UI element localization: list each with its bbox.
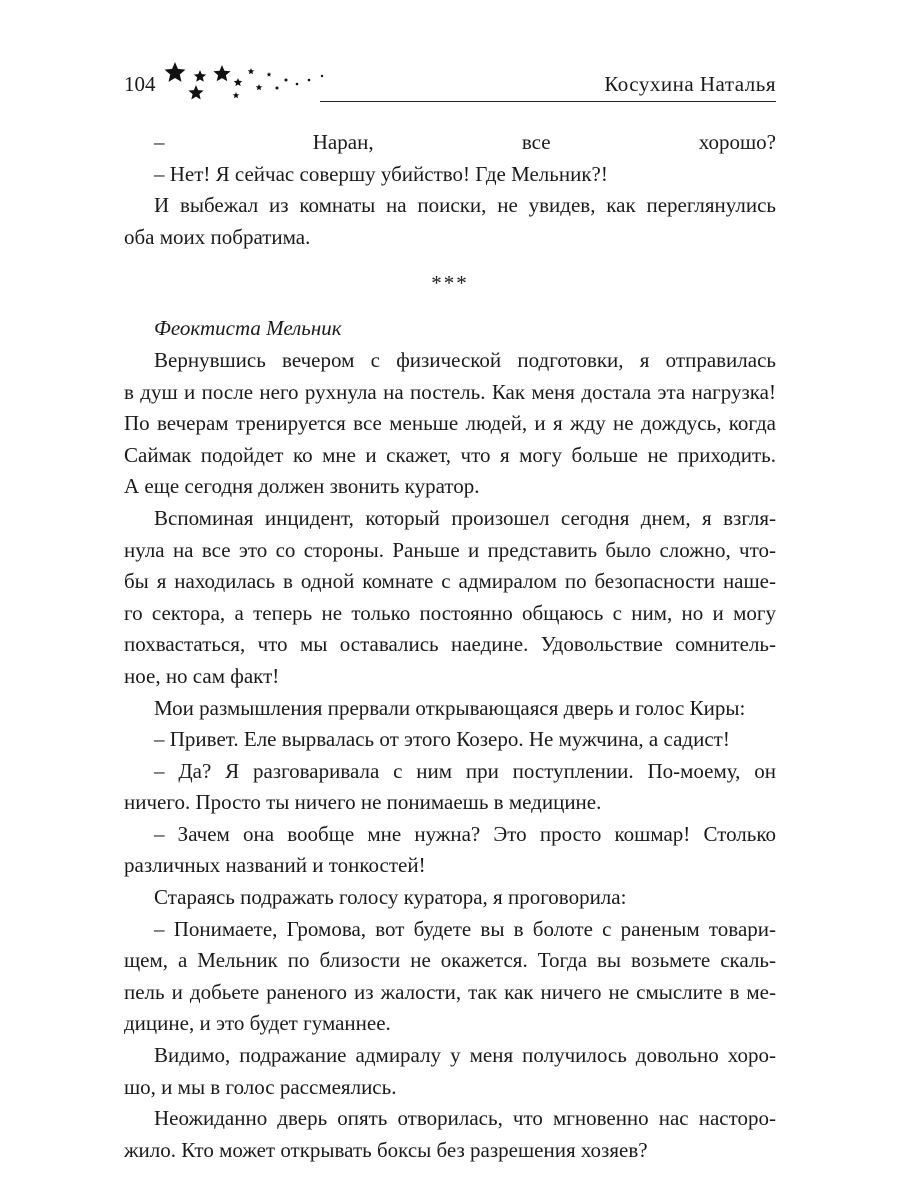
text-line: ничего. Просто ты ничего не понимаешь в медицине. <box>124 790 602 815</box>
running-title: Косухина Наталья <box>604 72 776 96</box>
star-icon <box>213 65 230 81</box>
text-line: пель и добьете раненого из жалости, так как ничего не смыслите в ме- <box>124 979 776 1004</box>
dot-icon <box>321 75 323 77</box>
text-line: шо, и мы в голос рассмеялись. <box>124 1074 397 1099</box>
dot-icon <box>285 79 288 82</box>
text-line: жило. Кто может открывать боксы без разрешения хозяев? <box>124 1137 648 1162</box>
text-line: оба моих побратима. <box>124 224 311 249</box>
text-line: Неожиданно дверь опять отворилась, что мгновенно нас насторо- <box>154 1106 776 1131</box>
header-rule <box>320 101 776 102</box>
text-line: Мои размышления прервали открывающаяся дверь и голос Киры: <box>154 695 746 720</box>
text-line: бы я находилась в одной комнате с адмиралом по безопасности наше- <box>124 569 776 594</box>
text-line: Стараясь подражать голосу куратора, я проговорила: <box>154 885 627 910</box>
text-line: – Да? Я разговаривала с ним при поступлении. По-моему, он <box>154 758 776 783</box>
text-line: в душ и после него рухнула на постель. Как меня достала эта нагрузка! <box>124 379 776 404</box>
text-line: А еще сегодня должен звонить куратор. <box>124 474 480 499</box>
page-header <box>124 60 776 110</box>
text-line: – Привет. Еле вырвалась от этого Козеро. Не мужчина, а садист! <box>154 727 730 752</box>
star-icon <box>188 85 203 100</box>
star-icon <box>194 70 206 82</box>
text-line: Вернувшись вечером с физической подготовки, я отправилась <box>154 347 776 372</box>
dot-icon <box>296 83 299 86</box>
star-icon <box>233 92 240 98</box>
text-line: По вечерам тренируется все меньше людей, и я жду не дождусь, когда <box>124 411 776 436</box>
text-line: Видимо, подражание адмиралу у меня получилось довольно хоро- <box>154 1043 776 1068</box>
star-icon <box>165 62 186 82</box>
stars-ornament-icon <box>162 60 462 106</box>
text-line: го сектора, а теперь не только постоянно общаюсь с ним, но и могу <box>124 600 776 625</box>
text-line: щем, а Мельник по близости не окажется. Тогда вы возьмете скаль- <box>124 948 776 973</box>
section-separator: *** <box>431 271 469 296</box>
text-line: похвастаться, что мы оставались наедине. Удовольствие сомнитель- <box>124 632 776 657</box>
star-icon <box>267 72 272 77</box>
text-line: ное, но сам факт! <box>124 663 280 688</box>
text-line: дицине, и это будет гуманнее. <box>124 1011 391 1036</box>
star-icon <box>256 84 263 90</box>
text-line: Вспоминая инцидент, который произошел сегодня днем, я взгля- <box>154 505 776 530</box>
dot-icon <box>276 87 279 90</box>
page-body <box>124 127 776 1166</box>
text-line: – Понимаете, Громова, вот будете вы в болоте с раненым товари- <box>154 916 776 941</box>
text-line: И выбежал из комнаты на поиски, не увидев, как переглянулись <box>154 193 776 218</box>
text-line: Саймак подойдет ко мне и скажет, что я могу больше не приходить. <box>124 442 776 467</box>
text-line: – Нет! Я сейчас совершу убийство! Где Мельник?! <box>154 161 608 186</box>
dot-icon <box>308 79 311 82</box>
text-line: – Наран, все хорошо? <box>154 130 776 154</box>
text-line: – Зачем она вообще мне нужна? Это просто кошмар! Столько <box>154 821 776 846</box>
text-line: нула на все это со стороны. Раньше и представить было сложно, что- <box>124 537 776 562</box>
text-line: различных названий и тонкостей! <box>124 853 426 878</box>
section-subheading: Феоктиста Мельник <box>154 316 342 341</box>
star-icon <box>234 78 243 86</box>
page-number: 104 <box>124 72 156 96</box>
star-icon <box>248 68 255 74</box>
